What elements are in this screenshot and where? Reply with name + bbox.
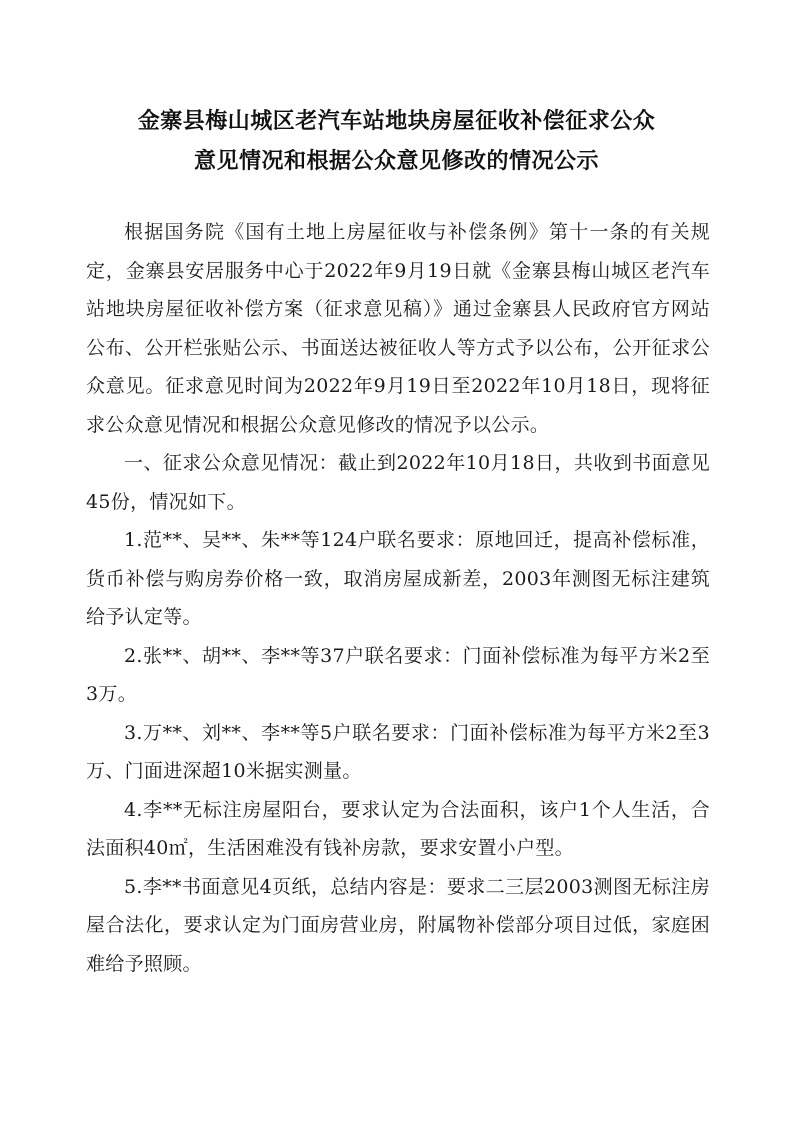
document-title-line-1: 金寨县梅山城区老汽车站地块房屋征收补偿征求公众 — [137, 109, 656, 134]
document-body — [86, 213, 710, 983]
opinion-item-2: 2.张**、胡**、李**等37户联名要求：门面补偿标准为每平方米2至3万。 — [86, 644, 710, 705]
opinion-item-3: 3.万**、刘**、李**等5户联名要求：门面补偿标准为每平方米2至3万、门面进深超10米据实测量。 — [86, 721, 710, 782]
opinion-item-1: 1.范**、吴**、朱**等124户联名要求：原地回迁，提高补偿标准，货币补偿与购房券价格一致，取消房屋成新差，2003年测图无标注建筑给予认定等。 — [86, 529, 710, 628]
section-heading-paragraph: 一、征求公众意见情况：截止到2022年10月18日，共收到书面意见45份，情况如下。 — [86, 452, 710, 513]
opinion-item-5: 5.李**书面意见4页纸，总结内容是：要求二三层2003测图无标注房屋合法化，要求认定为门面房营业房，附属物补偿部分项目过低，家庭困难给予照顾。 — [86, 875, 710, 975]
opinion-item-4: 4.李**无标注房屋阳台，要求认定为合法面积，该户1个人生活，合法面积40㎡，生活困难没有钱补房款，要求安置小户型。 — [86, 798, 710, 859]
document-title-line-2: 意见情况和根据公众意见修改的情况公示 — [193, 149, 599, 174]
intro-paragraph: 根据国务院《国有土地上房屋征收与补偿条例》第十一条的有关规定，金寨县安居服务中心于2022年9月19日就《金寨县梅山城区老汽车站地块房屋征收补偿方案（征求意见稿）》通过金寨县人民政府官方网站公布、公开栏张贴公示、书面送达被征收人等方式予以公布，公开征求公众意见。征求意见时间为2022年9月19日至2022年10月18日，现将征求公众意见情况和根据公众意见修改的情况予以公示。 — [86, 221, 710, 436]
